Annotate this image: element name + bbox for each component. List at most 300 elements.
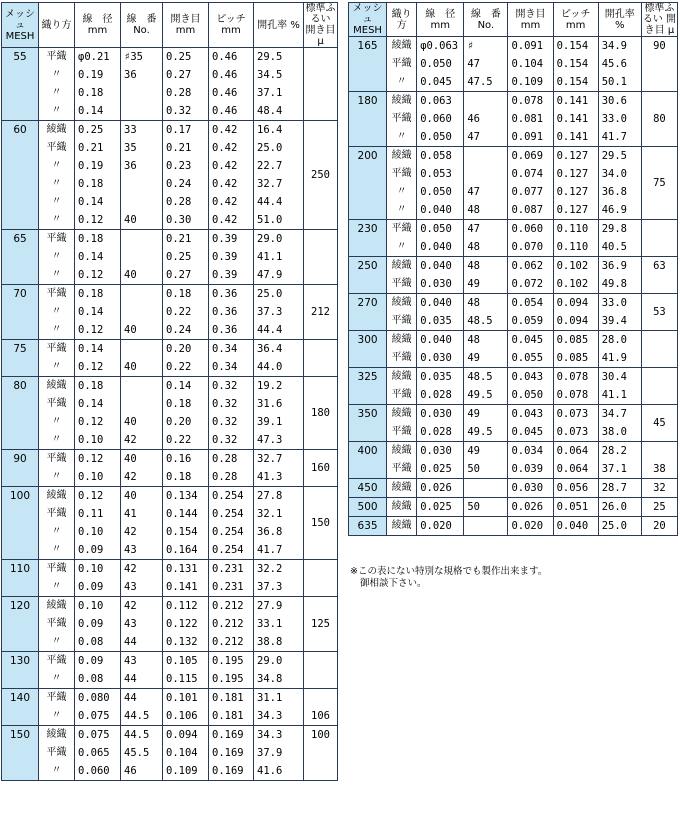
table-row <box>2 762 338 781</box>
wire-number-cell: 47 <box>464 183 508 201</box>
standard-sieve-cell: 32 <box>641 479 677 498</box>
opening-cell: 0.072 <box>508 275 553 294</box>
wire-number-cell <box>121 230 163 249</box>
weave-cell: 綾織 <box>39 726 75 745</box>
table-row <box>349 37 678 56</box>
table-row <box>349 275 678 294</box>
open-area-cell: 33.0 <box>598 110 641 128</box>
wire-diameter-cell: 0.040 <box>417 201 464 220</box>
pitch-cell: 0.110 <box>553 238 598 257</box>
table-row <box>2 395 338 413</box>
open-area-cell: 25.0 <box>598 517 641 536</box>
wire-number-cell: 46 <box>464 110 508 128</box>
pitch-cell: 0.39 <box>209 230 254 249</box>
weave-cell: 平織 <box>387 165 417 183</box>
header-standard-sieve: 標準ふるい 開き目 μ <box>305 3 336 47</box>
pitch-cell: 0.212 <box>209 597 254 616</box>
wire-number-cell: 43 <box>121 615 163 633</box>
weave-cell: 〃 <box>39 468 75 487</box>
footnote <box>350 566 547 590</box>
mesh-count-cell: 80 <box>2 377 39 450</box>
opening-cell: 0.27 <box>163 66 209 84</box>
header-wire-number: 線 番 No. <box>121 3 163 48</box>
pitch-cell: 0.212 <box>209 633 254 652</box>
open-area-cell: 39.4 <box>598 312 641 331</box>
weave-cell: 平織 <box>387 312 417 331</box>
opening-cell: 0.069 <box>508 147 553 166</box>
wire-number-cell: 44 <box>121 670 163 689</box>
wire-number-cell: 48 <box>464 294 508 313</box>
table-row <box>2 615 338 633</box>
wire-number-cell: ♯ <box>464 37 508 56</box>
wire-number-cell <box>464 165 508 183</box>
mesh-count-cell: 350 <box>349 405 387 442</box>
wire-diameter-cell: 0.08 <box>75 633 121 652</box>
standard-sieve-cell: 45 <box>641 405 677 442</box>
pitch-cell: 0.078 <box>553 368 598 387</box>
pitch-cell: 0.34 <box>209 358 254 377</box>
header-pitch: ピッチ mm <box>553 3 598 37</box>
opening-cell: 0.141 <box>163 578 209 597</box>
header-weave: 織り方 <box>387 3 417 37</box>
table-row <box>2 102 338 121</box>
wire-number-cell <box>121 340 163 359</box>
wire-diameter-cell: 0.21 <box>75 139 121 157</box>
open-area-cell: 34.9 <box>598 37 641 56</box>
standard-sieve-cell <box>304 340 338 377</box>
table-row <box>349 183 678 201</box>
wire-diameter-cell: 0.030 <box>417 405 464 424</box>
header-wire-diameter: 線 径 mm <box>417 3 464 37</box>
opening-cell: 0.24 <box>163 321 209 340</box>
wire-number-cell: ♯35 <box>121 48 163 67</box>
table-row <box>349 55 678 73</box>
wire-diameter-cell: 0.040 <box>417 257 464 276</box>
mesh-count-cell: 120 <box>2 597 39 652</box>
mesh-count-cell: 60 <box>2 121 39 230</box>
wire-number-cell <box>121 395 163 413</box>
table-row <box>2 248 338 266</box>
weave-cell: 〃 <box>39 358 75 377</box>
pitch-cell: 0.32 <box>209 377 254 396</box>
table-row <box>2 358 338 377</box>
table-row <box>2 321 338 340</box>
pitch-cell: 0.42 <box>209 157 254 175</box>
pitch-cell: 0.127 <box>553 147 598 166</box>
pitch-cell: 0.28 <box>209 450 254 469</box>
wire-number-cell: 48.5 <box>464 312 508 331</box>
weave-cell: 平織 <box>387 460 417 479</box>
weave-cell: 綾織 <box>387 479 417 498</box>
opening-cell: 0.050 <box>508 386 553 405</box>
mesh-count-cell: 325 <box>349 368 387 405</box>
pitch-cell: 0.141 <box>553 92 598 111</box>
wire-number-cell <box>464 147 508 166</box>
opening-cell: 0.026 <box>508 498 553 517</box>
header-standard-sieve: 標準ふるい 開き目 μ <box>642 3 677 36</box>
weave-cell: 綾織 <box>387 37 417 56</box>
wire-number-cell: 42 <box>121 431 163 450</box>
opening-cell: 0.094 <box>163 726 209 745</box>
weave-cell: 〃 <box>39 541 75 560</box>
standard-sieve-cell <box>641 368 677 405</box>
open-area-cell: 47.9 <box>254 266 304 285</box>
opening-cell: 0.115 <box>163 670 209 689</box>
open-area-cell: 27.9 <box>254 597 304 616</box>
open-area-cell: 29.0 <box>254 652 304 671</box>
mesh-count-cell: 70 <box>2 285 39 340</box>
pitch-cell: 0.085 <box>553 331 598 350</box>
wire-number-cell: 50 <box>464 498 508 517</box>
wire-number-cell: 48 <box>464 238 508 257</box>
mesh-spec-table-right <box>348 2 678 536</box>
opening-cell: 0.20 <box>163 340 209 359</box>
wire-diameter-cell: 0.09 <box>75 615 121 633</box>
mesh-count-cell: 100 <box>2 487 39 560</box>
opening-cell: 0.081 <box>508 110 553 128</box>
pitch-cell: 0.42 <box>209 121 254 140</box>
pitch-cell: 0.42 <box>209 175 254 193</box>
mesh-count-cell: 200 <box>349 147 387 220</box>
standard-sieve-cell <box>641 331 677 368</box>
opening-cell: 0.22 <box>163 358 209 377</box>
pitch-cell: 0.254 <box>209 523 254 541</box>
standard-sieve-cell: 75 <box>641 147 677 220</box>
standard-sieve-cell: 63 <box>641 257 677 294</box>
open-area-cell: 34.5 <box>254 66 304 84</box>
weave-cell: 平織 <box>387 110 417 128</box>
table-row <box>2 139 338 157</box>
table-row <box>2 121 338 140</box>
wire-diameter-cell: 0.050 <box>417 128 464 147</box>
wire-number-cell: 41 <box>121 505 163 523</box>
weave-cell: 〃 <box>387 183 417 201</box>
wire-diameter-cell: 0.030 <box>417 275 464 294</box>
weave-cell: 綾織 <box>39 377 75 396</box>
open-area-cell: 31.6 <box>254 395 304 413</box>
opening-cell: 0.27 <box>163 266 209 285</box>
weave-cell: 平織 <box>387 220 417 239</box>
weave-cell: 平織 <box>39 744 75 762</box>
open-area-cell: 34.3 <box>254 726 304 745</box>
opening-cell: 0.18 <box>163 395 209 413</box>
weave-cell: 平織 <box>39 689 75 708</box>
wire-diameter-cell: 0.14 <box>75 340 121 359</box>
open-area-cell: 37.3 <box>254 578 304 597</box>
weave-cell: 綾織 <box>387 147 417 166</box>
table-row <box>2 157 338 175</box>
opening-cell: 0.28 <box>163 193 209 211</box>
wire-number-cell: 40 <box>121 413 163 431</box>
mesh-count-cell: 75 <box>2 340 39 377</box>
mesh-count-cell: 165 <box>349 37 387 92</box>
pitch-cell: 0.195 <box>209 652 254 671</box>
wire-number-cell <box>464 479 508 498</box>
pitch-cell: 0.42 <box>209 211 254 230</box>
weave-cell: 綾織 <box>387 405 417 424</box>
pitch-cell: 0.46 <box>209 66 254 84</box>
mesh-count-cell: 635 <box>349 517 387 536</box>
table-row <box>2 468 338 487</box>
opening-cell: 0.164 <box>163 541 209 560</box>
table-row <box>2 193 338 211</box>
wire-diameter-cell: 0.030 <box>417 349 464 368</box>
opening-cell: 0.21 <box>163 139 209 157</box>
pitch-cell: 0.064 <box>553 442 598 461</box>
opening-cell: 0.070 <box>508 238 553 257</box>
pitch-cell: 0.141 <box>553 128 598 147</box>
weave-cell: 綾織 <box>39 487 75 506</box>
wire-number-cell: 40 <box>121 487 163 506</box>
pitch-cell: 0.127 <box>553 183 598 201</box>
wire-diameter-cell: 0.19 <box>75 157 121 175</box>
wire-diameter-cell: 0.12 <box>75 487 121 506</box>
wire-diameter-cell: 0.12 <box>75 266 121 285</box>
wire-diameter-cell: 0.18 <box>75 285 121 304</box>
table-row <box>349 479 678 498</box>
opening-cell: 0.25 <box>163 248 209 266</box>
weave-cell: 〃 <box>39 578 75 597</box>
table-row <box>349 312 678 331</box>
standard-sieve-cell: 160 <box>304 450 338 487</box>
open-area-cell: 31.1 <box>254 689 304 708</box>
wire-diameter-cell: 0.040 <box>417 294 464 313</box>
table-row <box>2 431 338 450</box>
table-row <box>349 405 678 424</box>
weave-cell: 〃 <box>387 128 417 147</box>
opening-cell: 0.091 <box>508 128 553 147</box>
table-row <box>2 84 338 102</box>
table-row <box>2 340 338 359</box>
mesh-count-cell: 180 <box>349 92 387 147</box>
open-area-cell: 30.6 <box>598 92 641 111</box>
open-area-cell: 34.0 <box>598 165 641 183</box>
wire-number-cell: 44.5 <box>121 726 163 745</box>
table-row <box>2 48 338 67</box>
open-area-cell: 50.1 <box>598 73 641 92</box>
pitch-cell: 0.064 <box>553 460 598 479</box>
wire-diameter-cell: 0.050 <box>417 183 464 201</box>
open-area-cell: 19.2 <box>254 377 304 396</box>
open-area-cell: 37.1 <box>254 84 304 102</box>
table-row <box>2 413 338 431</box>
wire-diameter-cell: 0.12 <box>75 413 121 431</box>
open-area-cell: 37.9 <box>254 744 304 762</box>
wire-diameter-cell: 0.18 <box>75 377 121 396</box>
opening-cell: 0.30 <box>163 211 209 230</box>
weave-cell: 綾織 <box>387 257 417 276</box>
pitch-cell: 0.127 <box>553 165 598 183</box>
table-row <box>349 220 678 239</box>
mesh-count-cell: 400 <box>349 442 387 479</box>
pitch-cell: 0.154 <box>553 73 598 92</box>
open-area-cell: 32.2 <box>254 560 304 579</box>
table-row <box>2 726 338 745</box>
wire-number-cell: 33 <box>121 121 163 140</box>
wire-diameter-cell: 0.25 <box>75 121 121 140</box>
table-row <box>2 689 338 708</box>
open-area-cell: 46.9 <box>598 201 641 220</box>
footnote-line-2: 御相談下さい。 <box>360 578 427 589</box>
opening-cell: 0.32 <box>163 102 209 121</box>
open-area-cell: 41.9 <box>598 349 641 368</box>
table-row <box>349 368 678 387</box>
header-weave: 織り方 <box>39 3 75 48</box>
opening-cell: 0.034 <box>508 442 553 461</box>
table-row <box>349 147 678 166</box>
weave-cell: 平織 <box>39 560 75 579</box>
weave-cell: 〃 <box>39 670 75 689</box>
opening-cell: 0.062 <box>508 257 553 276</box>
open-area-cell: 32.7 <box>254 175 304 193</box>
wire-number-cell: 49 <box>464 275 508 294</box>
standard-sieve-cell: 80 <box>641 92 677 147</box>
opening-cell: 0.134 <box>163 487 209 506</box>
pitch-cell: 0.169 <box>209 744 254 762</box>
wire-diameter-cell: 0.028 <box>417 423 464 442</box>
open-area-cell: 29.8 <box>598 220 641 239</box>
header-pitch: ピッチ mm <box>209 3 254 48</box>
wire-diameter-cell: 0.063 <box>417 92 464 111</box>
table-row <box>349 349 678 368</box>
wire-number-cell: 47 <box>464 220 508 239</box>
open-area-cell: 32.7 <box>254 450 304 469</box>
wire-diameter-cell: 0.060 <box>75 762 121 781</box>
wire-number-cell: 49.5 <box>464 386 508 405</box>
table-row <box>2 450 338 469</box>
wire-diameter-cell: 0.035 <box>417 368 464 387</box>
weave-cell: 綾織 <box>387 92 417 111</box>
opening-cell: 0.043 <box>508 405 553 424</box>
opening-cell: 0.030 <box>508 479 553 498</box>
table-row <box>349 423 678 442</box>
mesh-count-cell: 65 <box>2 230 39 285</box>
wire-diameter-cell: 0.065 <box>75 744 121 762</box>
pitch-cell: 0.181 <box>209 689 254 708</box>
mesh-count-cell: 500 <box>349 498 387 517</box>
opening-cell: 0.131 <box>163 560 209 579</box>
open-area-cell: 28.0 <box>598 331 641 350</box>
table-row <box>2 377 338 396</box>
wire-number-cell: 48 <box>464 331 508 350</box>
table-row <box>2 66 338 84</box>
table-row <box>2 523 338 541</box>
open-area-cell: 34.7 <box>598 405 641 424</box>
opening-cell: 0.087 <box>508 201 553 220</box>
wire-number-cell <box>121 377 163 396</box>
pitch-cell: 0.085 <box>553 349 598 368</box>
wire-diameter-cell: 0.14 <box>75 248 121 266</box>
opening-cell: 0.054 <box>508 294 553 313</box>
weave-cell: 綾織 <box>387 368 417 387</box>
pitch-cell: 0.254 <box>209 487 254 506</box>
table-row <box>349 498 678 517</box>
table-row <box>2 652 338 671</box>
wire-diameter-cell: 0.020 <box>417 517 464 536</box>
pitch-cell: 0.073 <box>553 405 598 424</box>
wire-number-cell <box>121 84 163 102</box>
weave-cell: 〃 <box>387 201 417 220</box>
opening-cell: 0.25 <box>163 48 209 67</box>
mesh-count-cell: 150 <box>2 726 39 781</box>
weave-cell: 〃 <box>39 707 75 726</box>
wire-number-cell: 42 <box>121 560 163 579</box>
standard-sieve-cell: 25 <box>641 498 677 517</box>
wire-diameter-cell: 0.040 <box>417 331 464 350</box>
open-area-cell: 29.0 <box>254 230 304 249</box>
wire-number-cell: 40 <box>121 321 163 340</box>
open-area-cell: 36.8 <box>598 183 641 201</box>
wire-diameter-cell: 0.14 <box>75 102 121 121</box>
wire-diameter-cell: 0.050 <box>417 55 464 73</box>
mesh-count-cell: 230 <box>349 220 387 257</box>
wire-number-cell: 36 <box>121 66 163 84</box>
wire-number-cell: 40 <box>121 266 163 285</box>
pitch-cell: 0.46 <box>209 102 254 121</box>
wire-number-cell: 40 <box>121 450 163 469</box>
opening-cell: 0.060 <box>508 220 553 239</box>
pitch-cell: 0.169 <box>209 726 254 745</box>
open-area-cell: 45.6 <box>598 55 641 73</box>
pitch-cell: 0.073 <box>553 423 598 442</box>
wire-number-cell <box>121 193 163 211</box>
wire-diameter-cell: 0.060 <box>417 110 464 128</box>
wire-number-cell: 43 <box>121 578 163 597</box>
weave-cell: 〃 <box>39 762 75 781</box>
opening-cell: 0.045 <box>508 331 553 350</box>
pitch-cell: 0.102 <box>553 275 598 294</box>
table-row <box>2 707 338 726</box>
open-area-cell: 25.0 <box>254 139 304 157</box>
table-row <box>349 73 678 92</box>
standard-sieve-cell: 250 <box>304 121 338 230</box>
weave-cell: 〃 <box>39 175 75 193</box>
weave-cell: 綾織 <box>387 294 417 313</box>
header-open-area: 開孔率 % <box>598 3 641 37</box>
pitch-cell: 0.36 <box>209 303 254 321</box>
wire-diameter-cell: 0.10 <box>75 523 121 541</box>
mesh-count-cell: 270 <box>349 294 387 331</box>
wire-diameter-cell: 0.08 <box>75 670 121 689</box>
mesh-spec-table-left <box>1 2 338 781</box>
opening-cell: 0.077 <box>508 183 553 201</box>
table-row <box>2 175 338 193</box>
wire-number-cell: 42 <box>121 523 163 541</box>
opening-cell: 0.14 <box>163 377 209 396</box>
pitch-cell: 0.36 <box>209 321 254 340</box>
wire-diameter-cell: 0.080 <box>75 689 121 708</box>
weave-cell: 〃 <box>39 413 75 431</box>
standard-sieve-cell: 106 <box>304 689 338 726</box>
opening-cell: 0.039 <box>508 460 553 479</box>
opening-cell: 0.045 <box>508 423 553 442</box>
open-area-cell: 30.4 <box>598 368 641 387</box>
pitch-cell: 0.094 <box>553 294 598 313</box>
table-row <box>349 128 678 147</box>
open-area-cell: 44.4 <box>254 321 304 340</box>
wire-diameter-cell: 0.10 <box>75 431 121 450</box>
weave-cell: 平織 <box>39 48 75 67</box>
weave-cell: 平織 <box>39 615 75 633</box>
open-area-cell: 28.2 <box>598 442 641 461</box>
opening-cell: 0.16 <box>163 450 209 469</box>
weave-cell: 平織 <box>39 652 75 671</box>
wire-diameter-cell: 0.030 <box>417 442 464 461</box>
standard-sieve-cell: 20 <box>641 517 677 536</box>
mesh-count-cell: 450 <box>349 479 387 498</box>
wire-diameter-cell: 0.12 <box>75 450 121 469</box>
weave-cell: 平織 <box>39 230 75 249</box>
